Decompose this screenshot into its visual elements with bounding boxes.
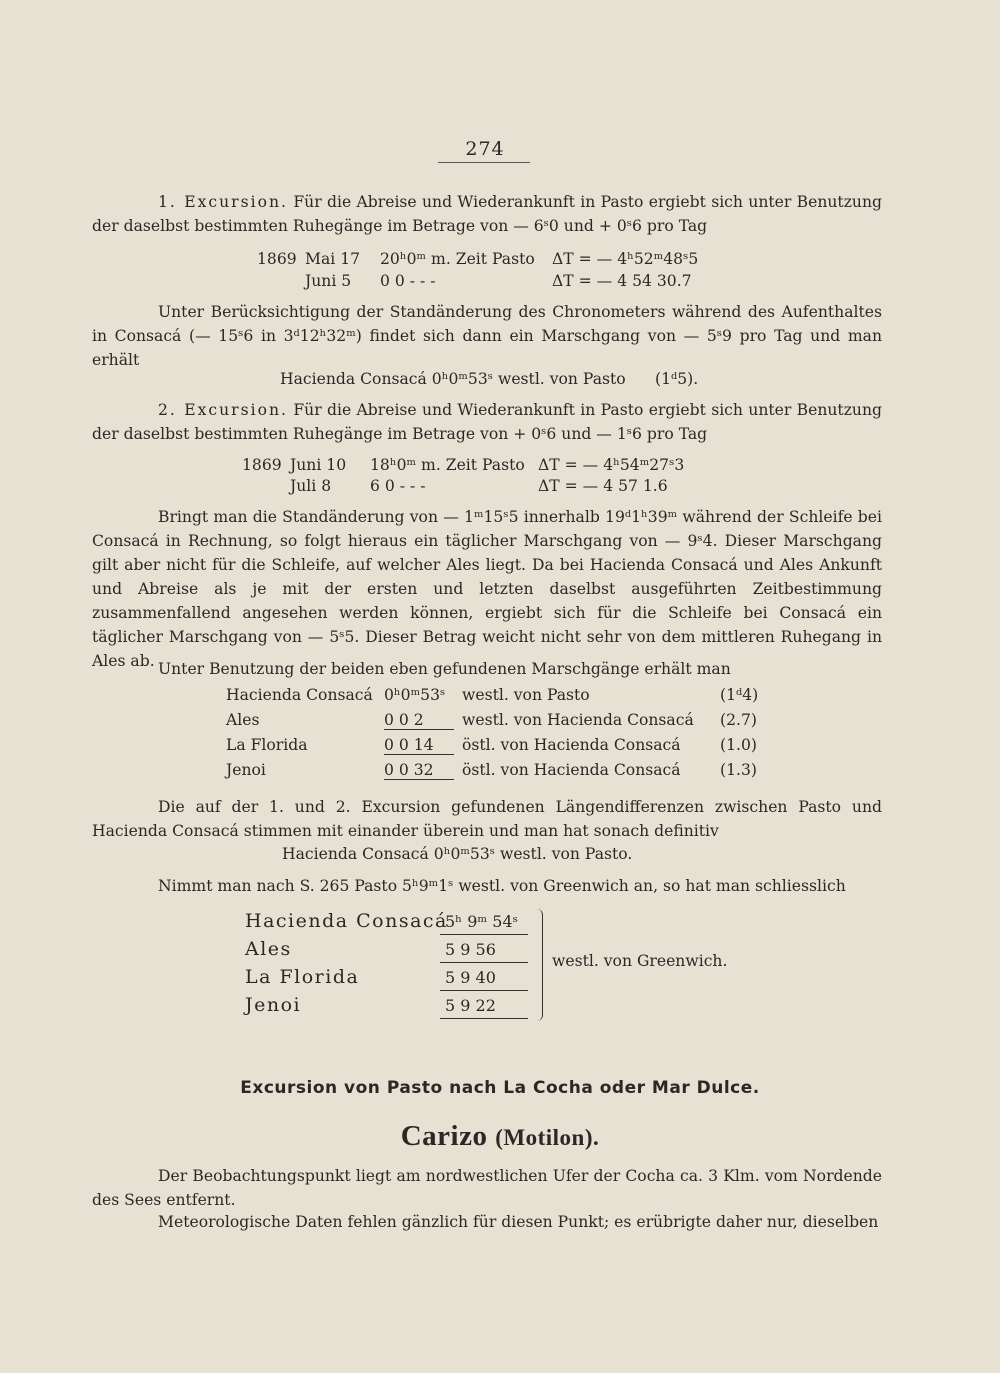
t3-note: (1.3) bbox=[720, 761, 757, 779]
t3-dir: westl. von Hacienda Consacá bbox=[462, 711, 694, 729]
t1-r1-eq: ΔT = — 4ʰ52ᵐ48ˢ5 bbox=[552, 250, 699, 268]
result-1: Hacienda Consacá 0ʰ0ᵐ53ˢ westl. von Pasto bbox=[280, 370, 626, 388]
place-heading bbox=[0, 1120, 1000, 1153]
place-name: Carizo bbox=[400, 1120, 488, 1152]
t1-r1-time: 20ʰ0ᵐ m. Zeit Pasto bbox=[380, 250, 535, 268]
t2-r1-eq: ΔT = — 4ʰ54ᵐ27ˢ3 bbox=[538, 456, 685, 474]
t2-r2-time: 6 0 - - - bbox=[370, 477, 426, 495]
t2-r2-date: Juli 8 bbox=[290, 477, 332, 495]
paragraph-marschgang: Bringt man die Standänderung von — 1ᵐ15ˢ5 innerhalb 19ᵈ1ʰ39ᵐ während der Schleife bei Consacá in Rechnung, so folgt hieraus ein täglicher Marschgang von — 9ˢ4. Dieser Marschgang gilt aber nicht für die Schleife, auf welcher Ales liegt. Da bei Hacienda Consacá und Ales Ankunft und Abreise als je mit der ersten und letzten daselbst ausgeführten Zeitbestimmung zusammenfallend angesehen werden können, ergiebt sich für die Schleife bei Consacá ein täglicher Marschgang von — 5ˢ5. Dieser Betrag weicht nicht sehr von dem mittleren Ruhegang in Ales ab. bbox=[92, 508, 882, 670]
t3-place: Jenoi bbox=[226, 761, 266, 779]
t4-val: 5 9 22 bbox=[445, 996, 496, 1015]
t4-place: Hacienda Consacá bbox=[245, 910, 448, 932]
t4-rule bbox=[440, 990, 528, 991]
t3-place: Ales bbox=[226, 711, 260, 729]
t4-brace bbox=[536, 909, 543, 1021]
paragraph-excursion-1 bbox=[92, 190, 882, 238]
t1-r1-date: Mai 17 bbox=[305, 250, 361, 268]
t4-val: 5 9 56 bbox=[445, 940, 496, 959]
t3-place: Hacienda Consacá bbox=[226, 686, 373, 704]
paragraph-meteorologische: Meteorologische Daten fehlen gänzlich für diesen Punkt; es erübrigte daher nur, dieselben bbox=[158, 1213, 879, 1231]
t4-rule bbox=[440, 934, 528, 935]
page-number-rule bbox=[438, 162, 530, 163]
excursion-1-text: Für die Abreise und Wiederankunft in Pasto ergiebt sich unter Benutzung der daselbst bestimmten Ruhegänge im Betrage von — 6ˢ0 und + 0ˢ6 pro Tag bbox=[92, 193, 882, 235]
t2-r2-eq: ΔT = — 4 57 1.6 bbox=[538, 477, 668, 495]
t2-r1-time: 18ʰ0ᵐ m. Zeit Pasto bbox=[370, 456, 525, 474]
t3-dir: östl. von Hacienda Consacá bbox=[462, 736, 681, 754]
t3-val: 0 0 14 bbox=[384, 736, 454, 755]
t2-r1-date: Juni 10 bbox=[290, 456, 347, 474]
t4-place: Ales bbox=[245, 938, 292, 960]
t3-note: (2.7) bbox=[720, 711, 757, 729]
t3-dir: westl. von Pasto bbox=[462, 686, 590, 704]
t4-label: westl. von Greenwich. bbox=[552, 952, 728, 970]
excursion-2-heading: 2. Excursion. bbox=[158, 401, 288, 419]
t1-r2-eq: ΔT = — 4 54 30.7 bbox=[552, 272, 692, 290]
t3-note: (1.0) bbox=[720, 736, 757, 754]
t3-place: La Florida bbox=[226, 736, 308, 754]
section-heading: Excursion von Pasto nach La Cocha oder Mar Dulce. bbox=[240, 1078, 760, 1098]
t3-val: 0ʰ0ᵐ53ˢ bbox=[384, 686, 446, 704]
t3-val: 0 0 2 bbox=[384, 711, 454, 730]
t2-r1-year: 1869 bbox=[242, 456, 282, 474]
excursion-1-heading: 1. Excursion. bbox=[158, 193, 288, 211]
t3-val: 0 0 32 bbox=[384, 761, 454, 780]
paragraph-excursion-2 bbox=[92, 398, 882, 446]
place-name-sub: (Motilon). bbox=[495, 1125, 600, 1150]
paragraph-beobachtungspunkt: Der Beobachtungspunkt liegt am nordwestlichen Ufer der Cocha ca. 3 Klm. vom Nordende des Sees entfernt. bbox=[92, 1167, 882, 1209]
result-1-note: (1ᵈ5). bbox=[655, 370, 699, 388]
t3-note: (1ᵈ4) bbox=[720, 686, 759, 704]
result-2: Hacienda Consacá 0ʰ0ᵐ53ˢ westl. von Pasto. bbox=[282, 845, 633, 863]
excursion-2-text: Für die Abreise und Wiederankunft in Pasto ergiebt sich unter Benutzung der daselbst bestimmten Ruhegänge im Betrage von + 0ˢ6 und — 1ˢ6 pro Tag bbox=[92, 401, 882, 443]
t1-r2-time: 0 0 - - - bbox=[380, 272, 436, 290]
paragraph-greenwich: Nimmt man nach S. 265 Pasto 5ʰ9ᵐ1ˢ westl. von Greenwich an, so hat man schliesslich bbox=[158, 877, 846, 895]
t4-val: 5 9 40 bbox=[445, 968, 496, 987]
t4-val: 5ʰ 9ᵐ 54ˢ bbox=[445, 912, 519, 931]
t4-place: Jenoi bbox=[245, 994, 302, 1016]
t3-dir: östl. von Hacienda Consacá bbox=[462, 761, 681, 779]
page-number: 274 bbox=[465, 138, 505, 160]
t4-rule bbox=[440, 962, 528, 963]
paragraph-definitiv: Die auf der 1. und 2. Excursion gefundenen Längendifferenzen zwischen Pasto und Hacienda Consacá stimmen mit einander überein und man hat sonach definitiv bbox=[92, 798, 882, 840]
paragraph-standaenderung: Unter Berücksichtigung der Standänderung des Chronometers während des Aufenthaltes in Consacá (— 15ˢ6 in 3ᵈ12ʰ32ᵐ) findet sich dann ein Marschgang von — 5ˢ9 pro Tag und man erhält bbox=[92, 303, 882, 369]
t4-rule bbox=[440, 1018, 528, 1019]
t4-place: La Florida bbox=[245, 966, 360, 988]
t1-r1-year: 1869 bbox=[257, 250, 297, 268]
t1-r2-date: Juni 5 bbox=[305, 272, 352, 290]
paragraph-benutzung: Unter Benutzung der beiden eben gefundenen Marschgänge erhält man bbox=[158, 660, 731, 678]
